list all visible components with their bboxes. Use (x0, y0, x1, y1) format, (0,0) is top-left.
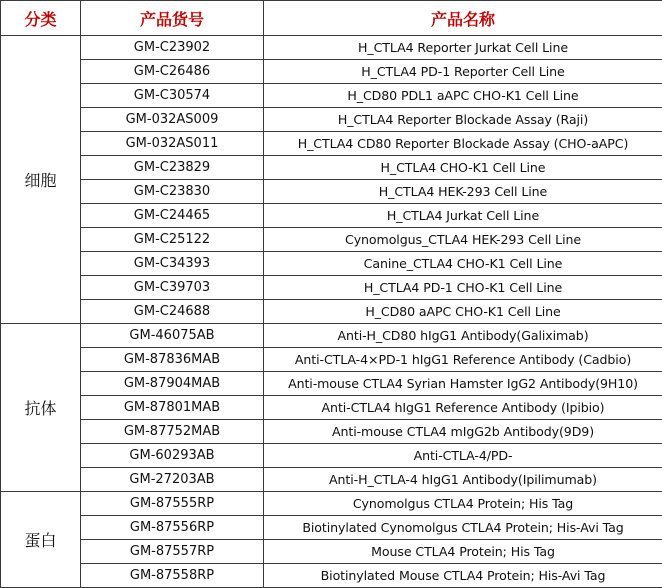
table-row (1, 276, 662, 300)
product-name-cell: H_CTLA4 CD80 Reporter Blockade Assay (CHO-aAPC) (264, 132, 662, 156)
table-row (1, 156, 662, 180)
product-code-cell: GM-C26486 (81, 60, 264, 84)
product-name-cell: Anti-CTLA-4×PD-1 hIgG1 Reference Antibody (Cadbio) (264, 348, 662, 372)
table-row (1, 564, 662, 588)
product-code-cell: GM-C23829 (81, 156, 264, 180)
table-row (1, 348, 662, 372)
table-row (1, 300, 662, 324)
product-code-cell: GM-87557RP (81, 540, 264, 564)
product-name-cell: Anti-H_CTLA-4 hIgG1 Antibody(Ipilimumab) (264, 468, 662, 492)
product-code-cell: GM-C30574 (81, 84, 264, 108)
product-code-cell: GM-46075AB (81, 324, 264, 348)
product-name-cell: H_CTLA4 HEK-293 Cell Line (264, 180, 662, 204)
product-name-cell: Anti-H_CD80 hIgG1 Antibody(Galiximab) (264, 324, 662, 348)
product-code-cell: GM-C23830 (81, 180, 264, 204)
product-code-cell: GM-87752MAB (81, 420, 264, 444)
category-cell: 细胞 (1, 36, 81, 324)
table-row (1, 60, 662, 84)
product-name-cell: Anti-mouse CTLA4 mIgG2b Antibody(9D9) (264, 420, 662, 444)
header-category: 分类 (1, 1, 81, 36)
product-name-cell: Cynomolgus_CTLA4 HEK-293 Cell Line (264, 228, 662, 252)
product-code-cell: GM-87555RP (81, 492, 264, 516)
product-name-cell: H_CTLA4 PD-1 Reporter Cell Line (264, 60, 662, 84)
product-code-cell: GM-C34393 (81, 252, 264, 276)
product-name-cell: Anti-CTLA4 hIgG1 Reference Antibody (Ipibio) (264, 396, 662, 420)
product-code-cell: GM-C24465 (81, 204, 264, 228)
table-row (1, 228, 662, 252)
product-name-cell: H_CTLA4 CHO-K1 Cell Line (264, 156, 662, 180)
table-row (1, 516, 662, 540)
product-name-cell: Anti-mouse CTLA4 Syrian Hamster IgG2 Antibody(9H10) (264, 372, 662, 396)
product-name-cell: H_CD80 PDL1 aAPC CHO-K1 Cell Line (264, 84, 662, 108)
header-code: 产品货号 (81, 1, 264, 36)
category-cell: 蛋白 (1, 492, 81, 588)
table-row (1, 132, 662, 156)
product-name-cell: Biotinylated Cynomolgus CTLA4 Protein; His-Avi Tag (264, 516, 662, 540)
product-name-cell: H_CTLA4 PD-1 CHO-K1 Cell Line (264, 276, 662, 300)
product-code-cell: GM-032AS011 (81, 132, 264, 156)
product-code-cell: GM-27203AB (81, 468, 264, 492)
table-row (1, 36, 662, 60)
table-row (1, 420, 662, 444)
table-row (1, 468, 662, 492)
product-code-cell: GM-C24688 (81, 300, 264, 324)
product-code-cell: GM-032AS009 (81, 108, 264, 132)
product-name-cell: Biotinylated Mouse CTLA4 Protein; His-Avi Tag (264, 564, 662, 588)
product-code-cell: GM-87836MAB (81, 348, 264, 372)
product-name-cell: Mouse CTLA4 Protein; His Tag (264, 540, 662, 564)
product-code-cell: GM-C25122 (81, 228, 264, 252)
product-name-cell: H_CTLA4 Reporter Blockade Assay (Raji) (264, 108, 662, 132)
product-code-cell: GM-87904MAB (81, 372, 264, 396)
table-row (1, 372, 662, 396)
product-code-cell: GM-C39703 (81, 276, 264, 300)
table-row (1, 204, 662, 228)
product-name-cell: H_CTLA4 Reporter Jurkat Cell Line (264, 36, 662, 60)
table-row (1, 396, 662, 420)
table-body (1, 36, 662, 588)
product-name-cell: H_CTLA4 Jurkat Cell Line (264, 204, 662, 228)
product-code-cell: GM-87801MAB (81, 396, 264, 420)
product-code-cell: GM-87556RP (81, 516, 264, 540)
product-name-cell: Cynomolgus CTLA4 Protein; His Tag (264, 492, 662, 516)
table-row (1, 108, 662, 132)
table-row (1, 492, 662, 516)
product-code-cell: GM-87558RP (81, 564, 264, 588)
table-row (1, 84, 662, 108)
header-row (1, 1, 662, 36)
category-cell: 抗体 (1, 324, 81, 492)
table-row (1, 444, 662, 468)
product-code-cell: GM-60293AB (81, 444, 264, 468)
product-code-cell: GM-C23902 (81, 36, 264, 60)
table-row (1, 324, 662, 348)
table-row (1, 252, 662, 276)
table-row (1, 540, 662, 564)
table-row (1, 180, 662, 204)
product-name-cell: H_CD80 aAPC CHO-K1 Cell Line (264, 300, 662, 324)
product-name-cell: Canine_CTLA4 CHO-K1 Cell Line (264, 252, 662, 276)
header-name: 产品名称 (264, 1, 662, 36)
product-name-cell: Anti-CTLA-4/PD- (264, 444, 662, 468)
